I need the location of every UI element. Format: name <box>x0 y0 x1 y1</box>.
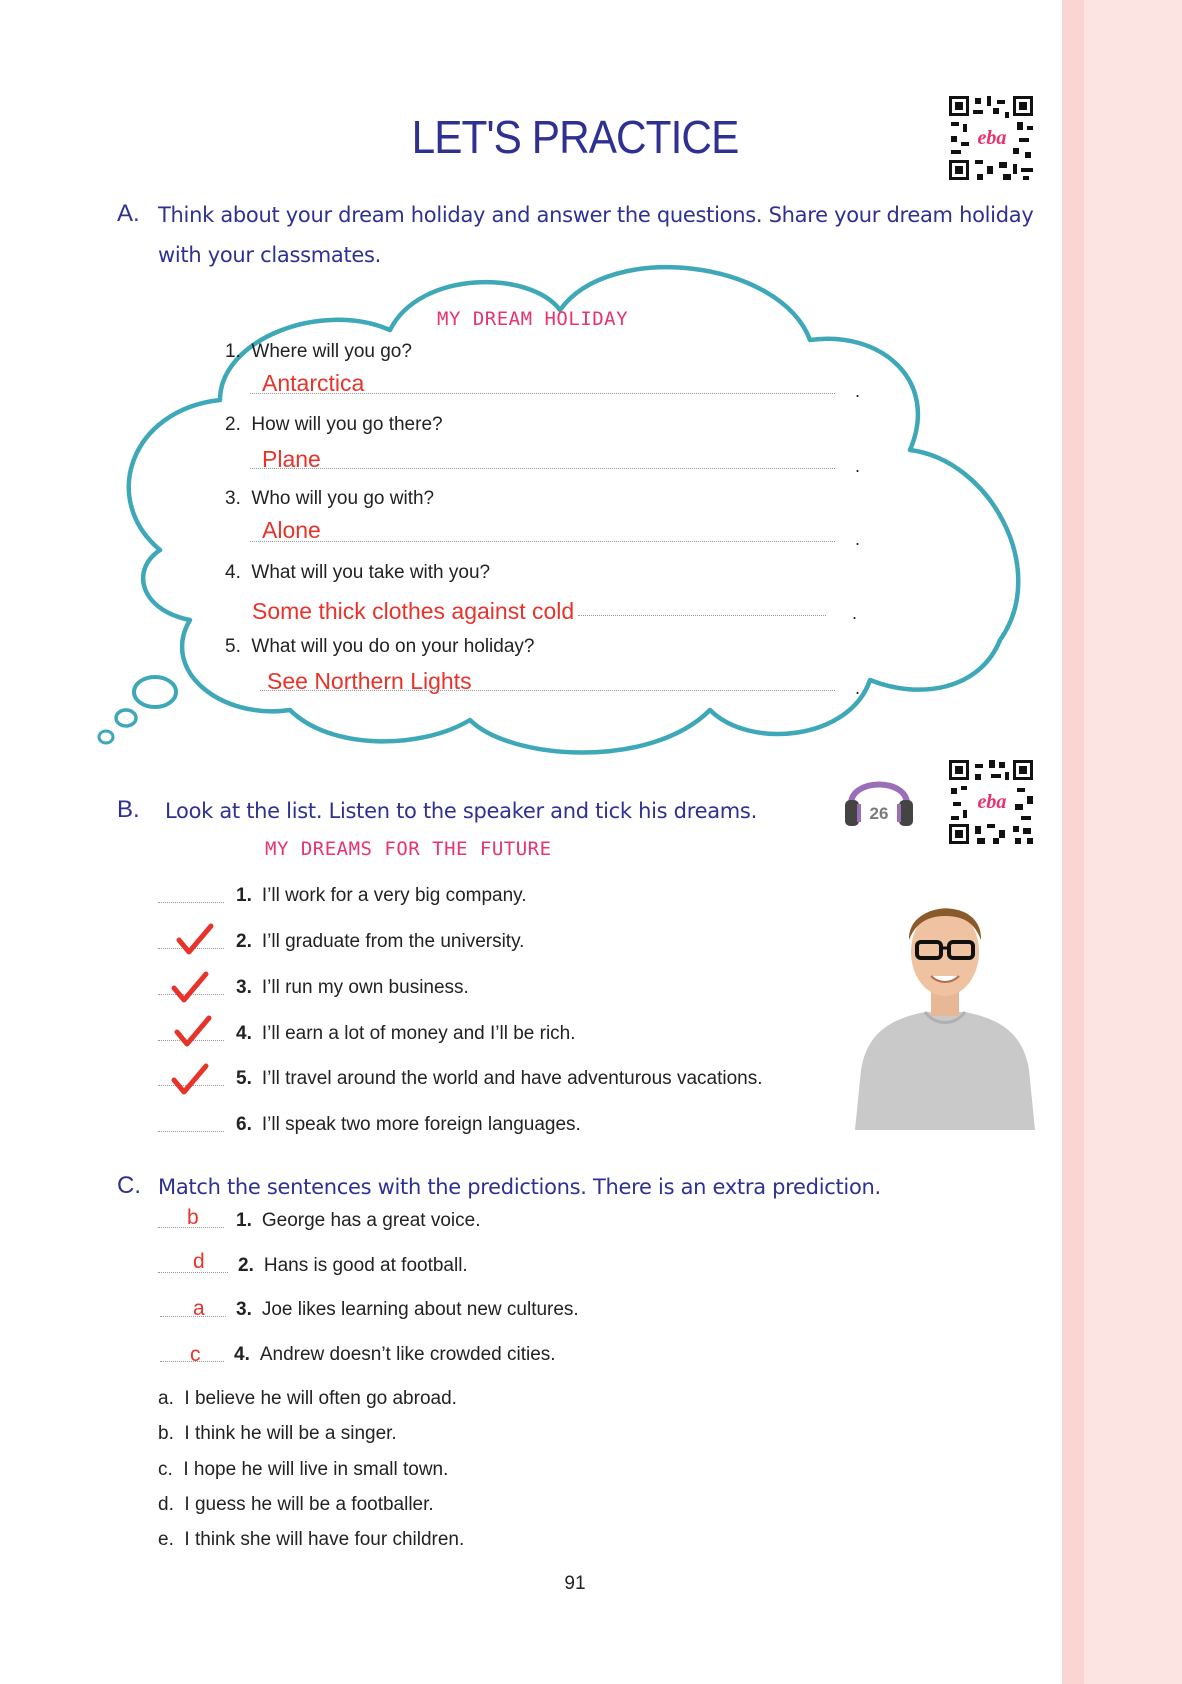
page-number: 91 <box>564 1573 586 1594</box>
period: . <box>852 603 858 623</box>
match-answer-1[interactable]: b <box>187 1206 199 1229</box>
answer-line <box>260 690 835 691</box>
section-b-letter: B. <box>117 796 140 823</box>
question-1: 1. Where will you go? <box>225 341 412 362</box>
match-line <box>160 1316 226 1317</box>
dream-holiday-heading: MY DREAM HOLIDAY <box>437 308 629 330</box>
dream-item-4: 4. I’ll earn a lot of money and I’ll be rich. <box>236 1023 576 1044</box>
section-a-instruction-line2: with your classmates. <box>158 243 382 267</box>
section-c-letter: C. <box>117 1172 141 1199</box>
question-5: 5. What will you do on your holiday? <box>225 636 535 657</box>
checkmark-icon[interactable] <box>170 970 210 1006</box>
question-4: 4. What will you take with you? <box>225 562 491 583</box>
checkmark-icon[interactable] <box>170 1062 210 1098</box>
match-answer-3[interactable]: a <box>193 1297 205 1320</box>
question-2: 2. How will you go there? <box>225 414 443 435</box>
checkmark-icon[interactable] <box>173 1014 213 1050</box>
boy-photo <box>855 890 1035 1130</box>
tick-line <box>158 1131 224 1132</box>
period: . <box>855 678 861 698</box>
section-a-letter: A. <box>117 200 140 227</box>
sentence-2: 2. Hans is good at football. <box>238 1255 468 1276</box>
qr-code-icon[interactable] <box>947 94 1035 182</box>
prediction-a: a. I believe he will often go abroad. <box>158 1388 457 1409</box>
answer-2[interactable]: Plane <box>262 446 321 472</box>
svg-text:eba: eba <box>977 127 1007 149</box>
answer-1[interactable]: Antarctica <box>262 370 365 396</box>
answer-line <box>250 468 835 469</box>
prediction-e: e. I think she will have four children. <box>158 1529 465 1550</box>
match-line <box>160 1361 224 1362</box>
tick-line <box>158 902 224 903</box>
match-answer-4[interactable]: c <box>190 1343 201 1366</box>
dream-item-2: 2. I’ll graduate from the university. <box>236 931 525 952</box>
period: . <box>855 381 861 401</box>
match-line <box>158 1227 224 1228</box>
qr-code-icon[interactable] <box>947 758 1035 846</box>
match-answer-2[interactable]: d <box>193 1250 205 1273</box>
answer-5[interactable]: See Northern Lights <box>267 668 472 694</box>
section-b-instruction: Look at the list. Listen to the speaker and tick his dreams. <box>165 799 757 823</box>
prediction-b: b. I think he will be a singer. <box>158 1423 397 1444</box>
answer-line <box>578 615 826 616</box>
side-margin-strip-inner <box>1062 0 1084 1684</box>
section-a-instruction-line1: Think about your dream holiday and answer the questions. Share your dream holiday <box>158 203 1034 227</box>
prediction-d: d. I guess he will be a footballer. <box>158 1494 434 1515</box>
question-3: 3. Who will you go with? <box>225 488 435 509</box>
period: . <box>855 456 861 476</box>
section-c-instruction: Match the sentences with the predictions. There is an extra prediction. <box>158 1175 881 1199</box>
checkmark-icon[interactable] <box>175 922 215 958</box>
answer-line <box>250 393 835 394</box>
track-number: 26 <box>869 804 889 823</box>
prediction-c: c. I hope he will live in small town. <box>158 1459 449 1480</box>
dreams-future-heading: MY DREAMS FOR THE FUTURE <box>265 838 552 860</box>
dream-item-1: 1. I’ll work for a very big company. <box>236 885 527 906</box>
sentence-4: 4. Andrew doesn’t like crowded cities. <box>234 1344 556 1365</box>
answer-4[interactable]: Some thick clothes against cold <box>252 598 575 624</box>
answer-3[interactable]: Alone <box>262 517 321 543</box>
page-title: LET'S PRACTICE <box>411 111 739 163</box>
dream-item-3: 3. I’ll run my own business. <box>236 977 469 998</box>
answer-line <box>250 541 835 542</box>
match-line <box>158 1272 228 1273</box>
headphones-audio-icon[interactable] <box>843 768 915 832</box>
dream-item-5: 5. I’ll travel around the world and have adventurous vacations. <box>236 1068 763 1089</box>
sentence-3: 3. Joe likes learning about new cultures. <box>236 1299 579 1320</box>
dream-item-6: 6. I’ll speak two more foreign languages. <box>236 1114 581 1135</box>
sentence-1: 1. George has a great voice. <box>236 1210 481 1231</box>
svg-text:eba: eba <box>977 791 1007 813</box>
period: . <box>855 529 861 549</box>
